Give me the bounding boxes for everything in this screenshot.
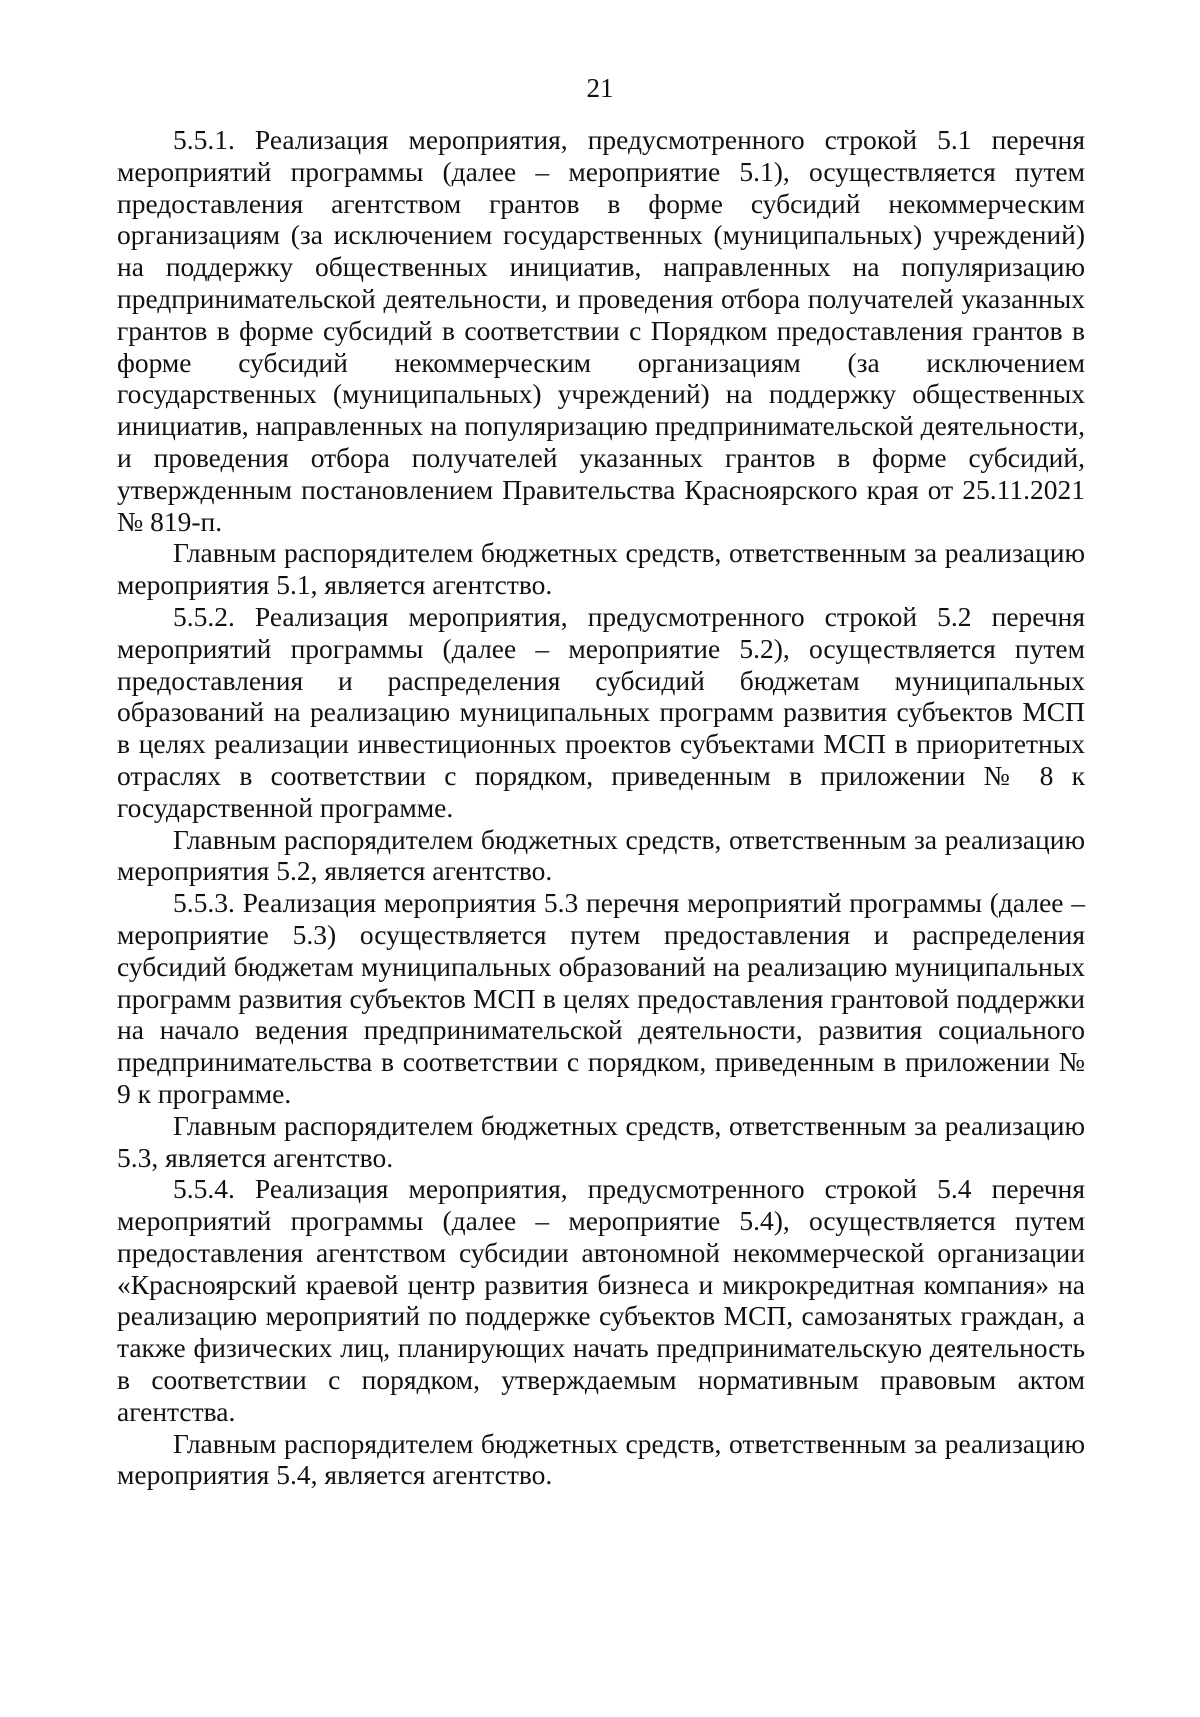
paragraph-5-5-3: 5.5.3. Реализация мероприятия 5.3 перечня мероприятий программы (далее – мероприятие 5.3) осуществляется путем предоставления и распределения субсидий бюджетам муниципальных образований на реализацию муниципальных программ развития субъектов МСП в целях предоставления грантовой поддержки на начало ведения предпринимательской деятельности, развития социального предпринимательства в соответствии с порядком, приведенным в приложении № 9 к программе.	[117, 887, 1085, 1109]
page-number: 21	[586, 73, 614, 103]
paragraph-responsible-5-1: Главным распорядителем бюджетных средств, ответственным за реализацию мероприятия 5.1, является агентство.	[117, 537, 1085, 601]
paragraph-responsible-5-3: Главным распорядителем бюджетных средств, ответственным за реализацию 5.3, является агентство.	[117, 1109, 1085, 1173]
paragraph-5-5-2: 5.5.2. Реализация мероприятия, предусмотренного строкой 5.2 перечня мероприятий программы (далее – мероприятие 5.2), осуществляется путем предоставления и распределения субсидий бюджетам муниципальных образований на реализацию муниципальных программ развития субъектов МСП в целях реализации инвестиционных проектов субъектами МСП в приоритетных отраслях в соответствии с порядком, приведенным в приложении № 8 к государственной программе.	[117, 600, 1085, 823]
paragraph-responsible-5-2: Главным распорядителем бюджетных средств, ответственным за реализацию мероприятия 5.2, является агентство.	[117, 823, 1085, 887]
document-body	[117, 124, 1085, 1491]
paragraph-5-5-4: 5.5.4. Реализация мероприятия, предусмотренного строкой 5.4 перечня мероприятий программы (далее – мероприятие 5.4), осуществляется путем предоставления агентством субсидии автономной некоммерческой организации «Красноярский краевой центр развития бизнеса и микрокредитная компания» на реализацию мероприятий по поддержке субъектов МСП, самозанятых граждан, а также физических лиц, планирующих начать предпринимательскую деятельность в соответствии с порядком, утверждаемым нормативным правовым актом агентства.	[117, 1173, 1085, 1427]
paragraph-responsible-5-4: Главным распорядителем бюджетных средств, ответственным за реализацию мероприятия 5.4, является агентство.	[117, 1427, 1085, 1491]
paragraph-5-5-1: 5.5.1. Реализация мероприятия, предусмотренного строкой 5.1 перечня мероприятий программы (далее – мероприятие 5.1), осуществляется путем предоставления агентством грантов в форме субсидий некоммерческим организациям (за исключением государственных (муниципальных) учреждений) на поддержку общественных инициатив, направленных на популяризацию предпринимательской деятельности, и проведения отбора получателей указанных грантов в форме субсидий в соответствии с Порядком предоставления грантов в форме субсидий некоммерческим организациям (за исключением государственных (муниципальных) учреждений) на поддержку общественных инициатив, направленных на популяризацию предпринимательской деятельности, и проведения отбора получателей указанных грантов в форме субсидий, утвержденным постановлением Правительства Красноярского края от 25.11.2021 № 819-п.	[117, 124, 1085, 537]
